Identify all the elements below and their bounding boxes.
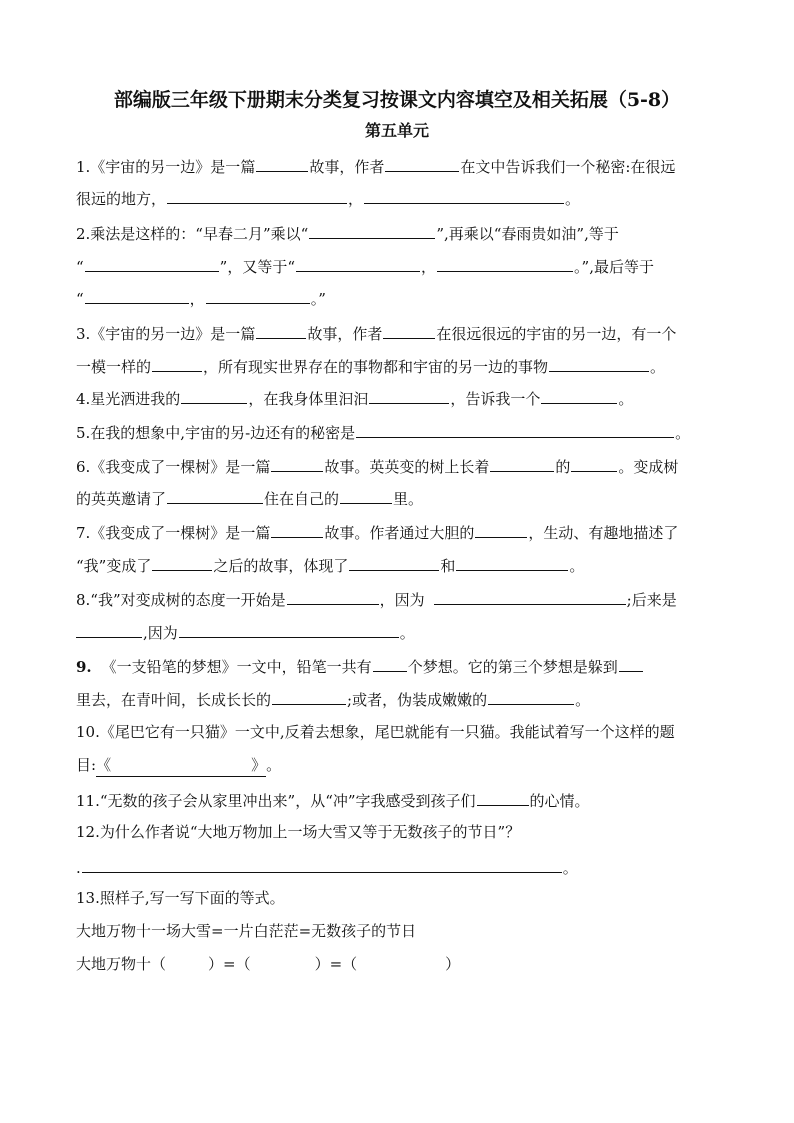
question-9-line-1: 9. 《一支铅笔的梦想》一文中，铅笔一共有 个梦想。它的第三个梦想是躲到 bbox=[76, 654, 644, 678]
answer-blank[interactable] bbox=[475, 520, 527, 538]
answer-blank[interactable] bbox=[356, 420, 674, 438]
answer-blank[interactable] bbox=[383, 321, 435, 339]
answer-blank[interactable] bbox=[167, 186, 347, 204]
answer-blank[interactable] bbox=[272, 687, 346, 705]
answer-blank[interactable] bbox=[385, 154, 459, 172]
question-10-line-1: 10.《尾巴它有一只猫》一文中,反着去想象，尾巴就能有一只猫。我能试着写一个这样的题 bbox=[76, 723, 675, 741]
answer-blank[interactable] bbox=[340, 486, 392, 504]
answer-blank[interactable] bbox=[287, 587, 379, 605]
answer-blank[interactable] bbox=[179, 620, 399, 638]
answer-blank[interactable] bbox=[256, 321, 306, 339]
question-6-line-2: 的英英邀请了 住在自己的 里。 bbox=[76, 486, 423, 510]
answer-blank[interactable] bbox=[490, 454, 554, 472]
question-3-line-1: 3.《宇宙的另一边》是一篇 故事，作者 在很远很远的宇宙的另一边，有一个 bbox=[76, 321, 676, 345]
answer-blank[interactable] bbox=[477, 788, 529, 806]
answer-blank[interactable] bbox=[256, 154, 308, 172]
question-13-prompt: 13.照样子,写一写下面的等式。 bbox=[76, 889, 285, 907]
question-1-line-1: 1.《宇宙的另一边》是一篇 故事，作者 在文中告诉我们一个秘密:在很远 bbox=[76, 154, 675, 178]
answer-blank[interactable] bbox=[571, 454, 617, 472]
answer-blank[interactable] bbox=[85, 254, 219, 272]
answer-blank[interactable] bbox=[76, 620, 142, 638]
answer-blank[interactable] bbox=[271, 520, 323, 538]
question-12-line-1: 12.为什么作者说“大地万物加上一场大雪又等于无数孩子的节日”？ bbox=[76, 823, 521, 841]
question-13-answer: 大地万物十（ ）=（ ）=（ ） bbox=[76, 955, 461, 973]
answer-blank[interactable] bbox=[488, 687, 574, 705]
answer-blank[interactable] bbox=[619, 654, 643, 672]
page-title: 部编版三年级下册期末分类复习按课文内容填空及相关拓展（5-8） bbox=[113, 89, 681, 111]
answer-blank[interactable] bbox=[369, 386, 449, 404]
answer-blank[interactable] bbox=[85, 286, 189, 304]
answer-blank[interactable] bbox=[152, 354, 202, 372]
answer-blank[interactable] bbox=[152, 553, 212, 571]
question-7-line-1: 7.《我变成了一棵树》是一篇 故事。作者通过大胆的 ，生动、有趣地描述了 bbox=[76, 520, 678, 544]
question-2-line-3: “ ， 。” bbox=[76, 286, 326, 310]
question-8-line-1: 8.“我”对变成树的态度一开始是 ，因为 ;后来是 bbox=[76, 587, 677, 611]
question-6-line-1: 6.《我变成了一棵树》是一篇 故事。英英变的树上长着 的 。变成树 bbox=[76, 454, 678, 478]
answer-blank[interactable] bbox=[434, 587, 626, 605]
question-2-line-1: 2.乘法是这样的：“早春二月”乘以“ ”,再乘以“春雨贵如油”,等于 bbox=[76, 221, 619, 245]
answer-blank[interactable] bbox=[541, 386, 617, 404]
question-12-line-2: . 。 bbox=[76, 855, 578, 879]
answer-blank[interactable] bbox=[373, 654, 407, 672]
answer-blank[interactable] bbox=[456, 553, 568, 571]
answer-blank[interactable] bbox=[167, 486, 263, 504]
question-4: 4.星光洒进我的 ，在我身体里汩汩 ，告诉我一个 。 bbox=[76, 386, 633, 410]
question-10-line-2: 目:《 》。 bbox=[76, 754, 281, 777]
unit-heading: 第五单元 bbox=[364, 121, 429, 140]
answer-blank[interactable] bbox=[309, 221, 435, 239]
answer-blank[interactable] bbox=[206, 286, 310, 304]
question-5: 5.在我的想象中,宇宙的另-边还有的秘密是 。 bbox=[76, 420, 690, 444]
answer-blank[interactable] bbox=[181, 386, 247, 404]
question-8-line-2: ,因为 。 bbox=[76, 620, 415, 644]
answer-blank[interactable] bbox=[437, 254, 573, 272]
answer-blank[interactable] bbox=[349, 553, 439, 571]
question-9-line-2: 里去，在青叶间，长成长长的 ;或者，伪装成嫩嫩的 。 bbox=[76, 687, 590, 711]
answer-blank[interactable] bbox=[271, 454, 323, 472]
answer-blank[interactable] bbox=[549, 354, 649, 372]
question-3-line-2: 一模一样的 ，所有现实世界存在的事物都和宇宙的另一边的事物 。 bbox=[76, 354, 665, 378]
title-answer-field[interactable]: 《 》 bbox=[96, 754, 266, 777]
answer-blank[interactable] bbox=[296, 254, 420, 272]
question-1-line-2: 很远的地方， ， 。 bbox=[76, 186, 580, 210]
question-7-line-2: “我”变成了 之后的故事，体现了 和 。 bbox=[76, 553, 584, 577]
question-11: 11.“无数的孩子会从家里冲出来”，从“冲”字我感受到孩子们 的心情。 bbox=[76, 788, 590, 812]
answer-blank[interactable] bbox=[364, 186, 564, 204]
question-13-example: 大地万物十一场大雪=一片白茫茫=无数孩子的节日 bbox=[76, 922, 417, 940]
question-2-line-2: “ ”，又等于“ ， 。”,最后等于 bbox=[76, 254, 654, 278]
answer-blank[interactable] bbox=[82, 855, 562, 873]
